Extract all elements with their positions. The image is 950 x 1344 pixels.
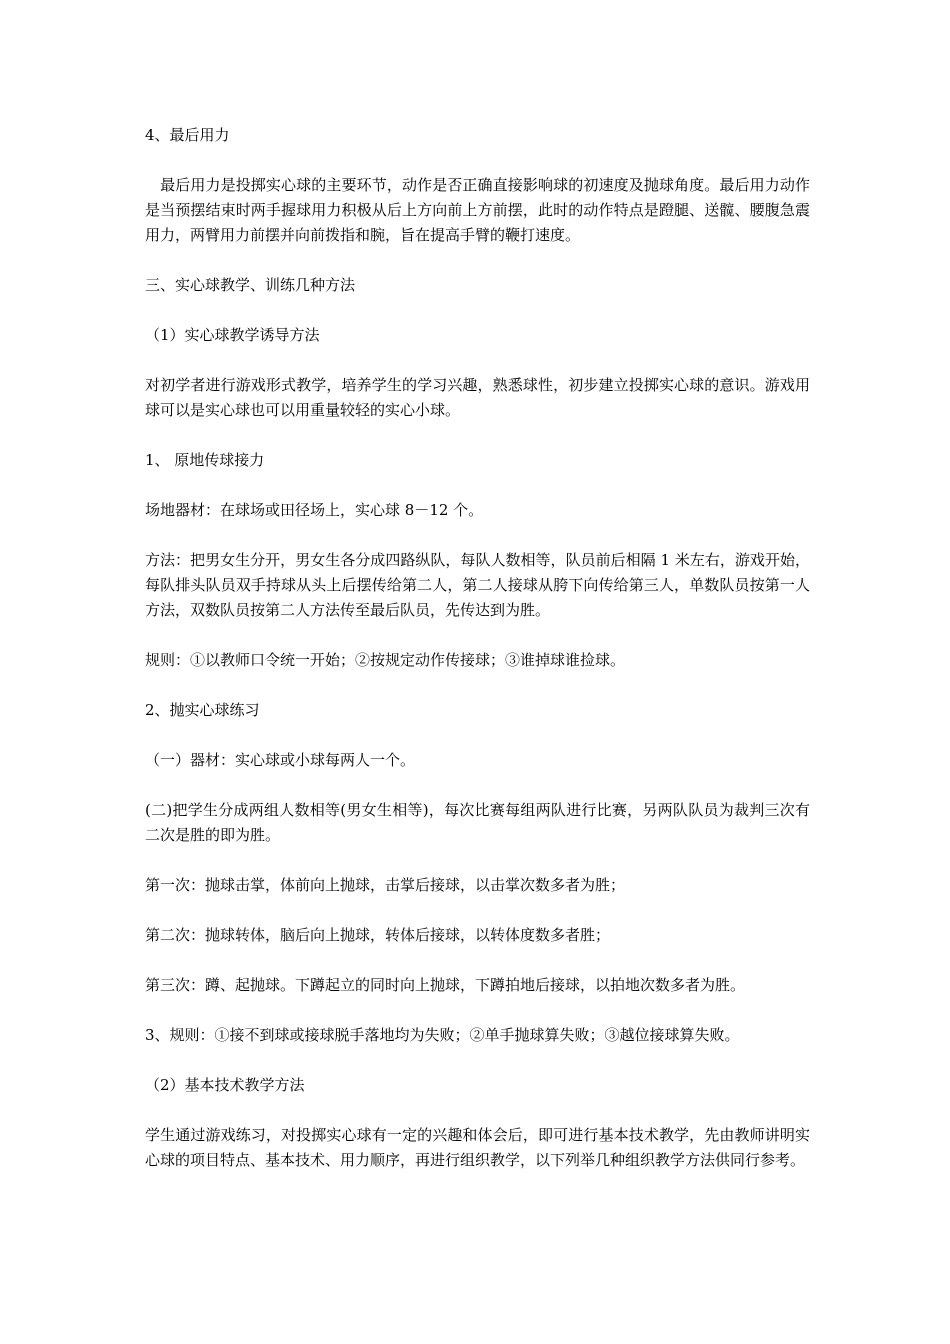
paragraph-toss-groups: (二)把学生分成两组人数相等(男女生相等)，每次比赛每组两队进行比赛，另两队队员为裁判三次有二次是胜的即为胜。	[145, 801, 810, 844]
subheading-basic-technique: （2）基本技术教学方法	[145, 1076, 305, 1094]
paragraph-toss-rules: 3、规则：①接不到球或接球脱手落地均为失败；②单手抛球算失败；③越位接球算失败。	[145, 1026, 740, 1044]
paragraph-basic-technique: 学生通过游戏练习，对投掷实心球有一定的兴趣和体会后，即可进行基本技术教学，先由教师讲明实心球的项目特点、基本技术、用力顺序，再进行组织教学，以下列举几种组织教学方法供同行参考。	[145, 1126, 810, 1169]
document-body	[145, 123, 810, 1173]
heading-relay: 1、 原地传球接力	[145, 451, 265, 469]
paragraph-final-force: 最后用力是投掷实心球的主要环节，动作是否正确直接影响球的初速度及抛球角度。最后用力动作是当预摆结束时两手握球用力积极从后上方向前上方前摆，此时的动作特点是蹬腿、送髋、腰腹急震用力，两臂用力前摆并向前拨指和腕，旨在提高手臂的鞭打速度。	[145, 176, 810, 244]
heading-final-force: 4、最后用力	[145, 126, 230, 144]
paragraph-second-round: 第二次：抛球转体，脑后向上抛球，转体后接球，以转体度数多者胜；	[145, 926, 611, 944]
paragraph-toss-equipment: （一）器材：实心球或小球每两人一个。	[145, 751, 416, 769]
heading-toss-practice: 2、抛实心球练习	[145, 701, 260, 719]
paragraph-third-round: 第三次：蹲、起抛球。下蹲起立的同时向上抛球，下蹲拍地后接球，以拍地次数多者为胜。	[145, 976, 746, 994]
paragraph-beginner-games: 对初学者进行游戏形式教学，培养学生的学习兴趣，熟悉球性，初步建立投掷实心球的意识。游戏用球可以是实心球也可以用重量较轻的实心小球。	[145, 376, 810, 419]
paragraph-equipment: 场地器材：在球场或田径场上，实心球 8－12 个。	[145, 501, 484, 519]
subheading-induction-method: （1）实心球教学诱导方法	[145, 326, 320, 344]
section-heading-methods: 三、实心球教学、训练几种方法	[145, 276, 356, 294]
paragraph-first-round: 第一次：抛球击掌，体前向上抛球，击掌后接球，以击掌次数多者为胜；	[145, 876, 626, 894]
paragraph-rules: 规则：①以教师口令统一开始；②按规定动作传接球；③谁掉球谁捡球。	[145, 651, 626, 669]
paragraph-method: 方法：把男女生分开，男女生各分成四路纵队，每队人数相等，队员前后相隔 1 米左右，游戏开始，每队排头队员双手持球从头上后摆传给第二人，第二人接球从胯下向传给第三人，单数队员按第一人方法，双数队员按第二人方法传至最后队员，先传达到为胜。	[145, 551, 810, 619]
